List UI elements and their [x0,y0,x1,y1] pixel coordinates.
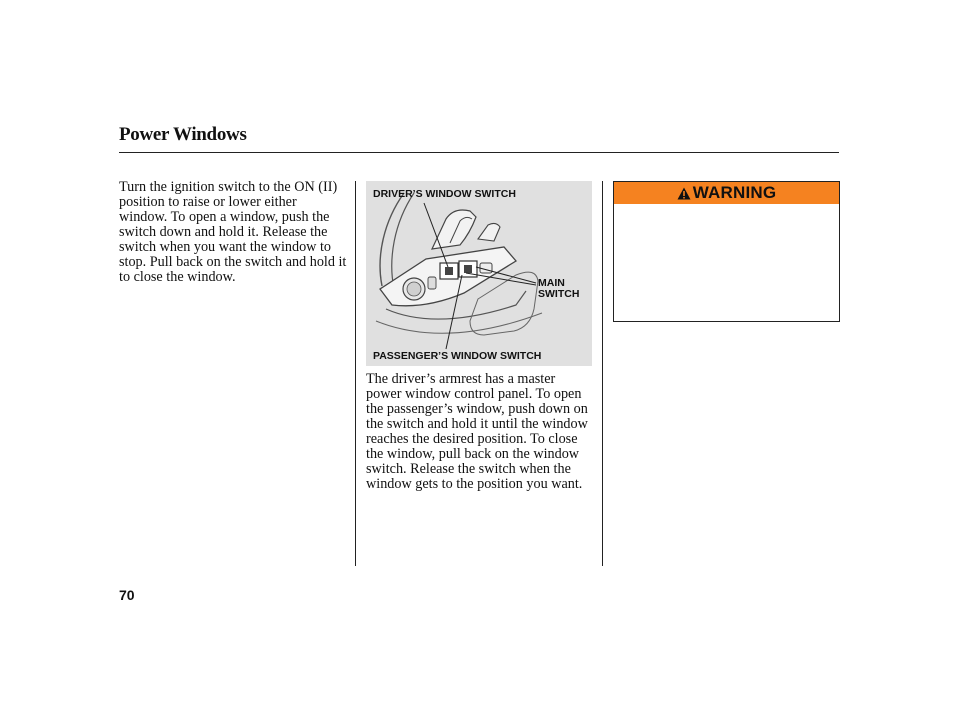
page-number: 70 [119,587,135,603]
column-divider-left [355,181,356,566]
armrest-illustration [366,181,592,366]
main-switch-label-line1: MAIN [538,277,565,289]
title-rule [119,152,839,153]
window-switch-illustration [366,181,592,366]
page-title: Power Windows [119,124,247,145]
instructions-text: Turn the ignition switch to the ON (II) position to raise or lower either window. To open a window, push the switch down and hold it. Release the switch when you want the window to stop. Pull back on the switch and hold it to close the window. [119,179,347,285]
warning-header [614,182,839,204]
passenger-window-switch-label: PASSENGER’S WINDOW SWITCH [373,350,542,362]
master-panel-text: The driver’s armrest has a master power window control panel. To open the passenger’s window, push down on the switch and hold it until the window reaches the desired position. To close the window, pull back on the window switch. Release the switch when the window gets to the position you want. [366,371,588,492]
warning-heading: WARNING [692,183,777,202]
column-divider-right [602,181,603,566]
warning-box [613,181,840,322]
warning-triangle-icon [677,187,691,200]
main-switch-label-line2: SWITCH [538,288,580,300]
driver-window-switch-label: DRIVER’S WINDOW SWITCH [373,188,516,200]
